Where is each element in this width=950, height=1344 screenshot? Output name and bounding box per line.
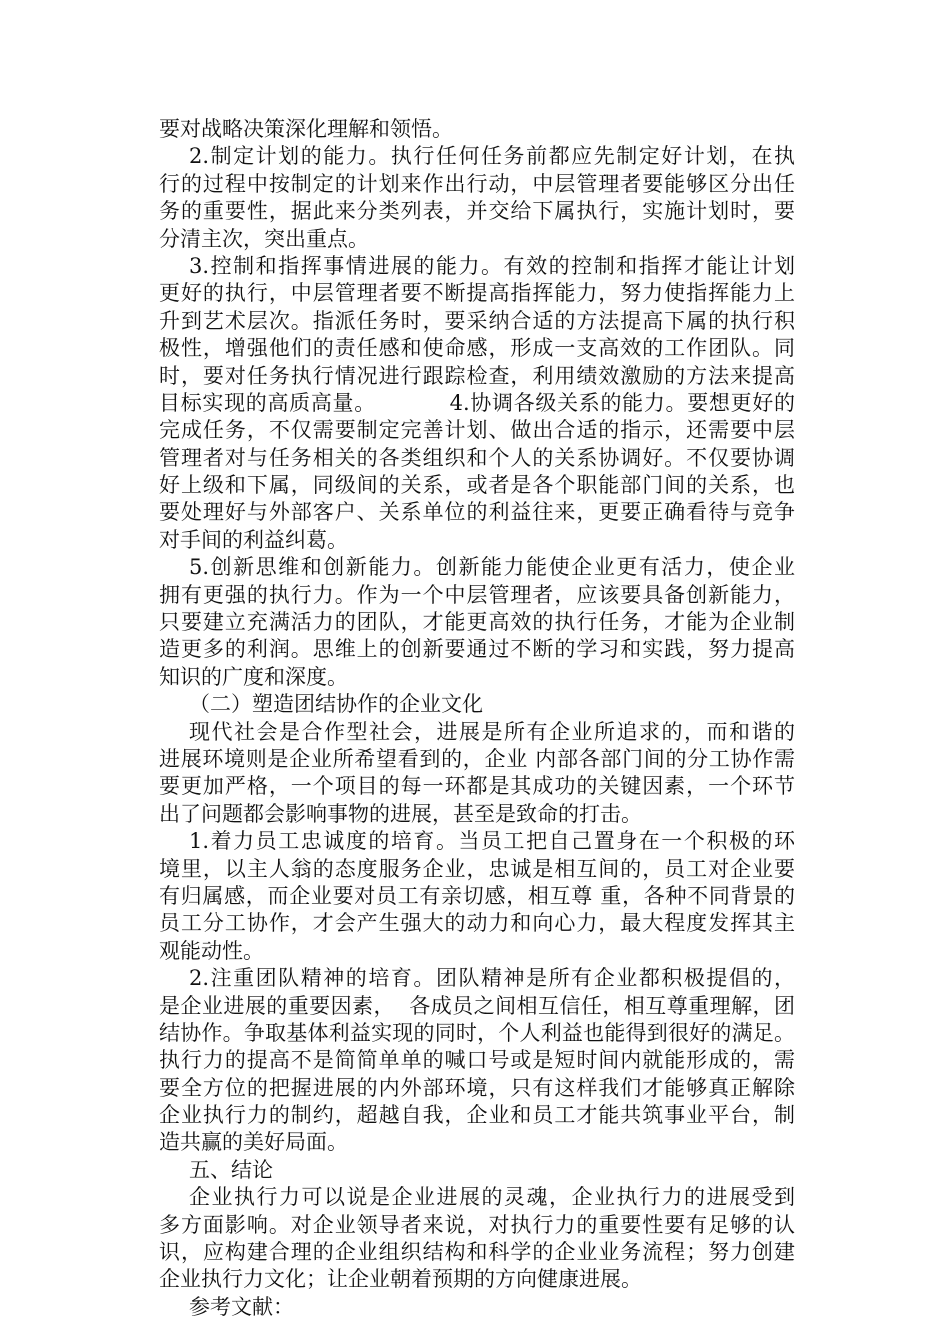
text-line: 时，要对任务执行情况进行跟踪检查，利用绩效激励的方法来提高: [159, 363, 795, 388]
text-line: 拥有更强的执行力。作为一个中层管理者，应该要具备创新能力，: [159, 582, 795, 607]
text-line: 2.制定计划的能力。执行任何任务前都应先制定好计划，在执: [189, 144, 795, 169]
document-body: [159, 116, 795, 1321]
text-line: 五、结论: [189, 1157, 273, 1182]
text-line: 企业执行力文化；让企业朝着预期的方向健康进展。: [159, 1267, 642, 1292]
text-line: 分清主次，突出重点。: [159, 226, 369, 251]
text-line: 行的过程中按制定的计划来作出行动，中层管理者要能够区分出任: [159, 171, 795, 196]
text-line: 现代社会是合作型社会，进展是所有企业所追求的，而和谐的: [189, 719, 795, 744]
text-line: 极性，增强他们的责任感和使命感，形成一支高效的工作团队。同: [159, 336, 795, 361]
text-line: 2.注重团队精神的培育。团队精神是所有企业都积极提倡的，: [189, 966, 795, 991]
text-line: 对手间的利益纠葛。: [159, 527, 348, 552]
text-line: 是企业进展的重要因素， 各成员之间相互信任，相互尊重理解，团: [159, 993, 795, 1018]
text-line: 务的重要性，据此来分类列表，并交给下属执行，实施计划时，要: [159, 199, 795, 224]
text-line: 好上级和下属，同级间的关系，或者是各个职能部门间的关系，也: [159, 473, 795, 498]
text-line: 5.创新思维和创新能力。创新能力能使企业更有活力，使企业: [189, 555, 795, 580]
text-line: 企业执行力的制约，超越自我，企业和员工才能共筑事业平台，制: [159, 1103, 795, 1128]
text-line: 要更加严格，一个项目的每一环都是其成功的关键因素，一个环节: [159, 774, 795, 799]
text-line: （二）塑造团结协作的企业文化: [189, 692, 483, 717]
text-line: 结协作。争取基体利益实现的同时，个人利益也能得到很好的满足。: [159, 1020, 795, 1045]
text-line: 执行力的提高不是简简单单的喊口号或是短时间内就能形成的，需: [159, 1048, 795, 1073]
text-line: 员工分工协作，才会产生强大的动力和向心力，最大程度发挥其主: [159, 911, 795, 936]
text-line: 3.控制和指挥事情进展的能力。有效的控制和指挥才能让计划: [189, 253, 795, 278]
text-line: 目标实现的高质高量。 4.协调各级关系的能力。要想更好的: [159, 390, 795, 415]
text-line: 出了问题都会影响事物的进展，甚至是致命的打击。: [159, 801, 642, 826]
text-line: 进展环境则是企业所希望看到的，企业 内部各部门间的分工协作需: [159, 746, 795, 771]
text-line: 有归属感，而企业要对员工有亲切感，相互尊 重，各种不同背景的: [159, 883, 795, 908]
text-line: 造共赢的美好局面。: [159, 1130, 348, 1155]
text-line: 只要建立充满活力的团队，才能更高效的执行任务，才能为企业制: [159, 610, 795, 635]
text-line: 要处理好与外部客户、关系单位的利益往来，更要正确看待与竞争: [159, 500, 795, 525]
text-line: 管理者对与任务相关的各类组织和个人的关系协调好。不仅要协调: [159, 445, 795, 470]
text-line: 造更多的利润。思维上的创新要通过不断的学习和实践，努力提高: [159, 637, 795, 662]
text-line: 要全方位的把握进展的内外部环境，只有这样我们才能够真正解除: [159, 1075, 795, 1100]
text-line: 完成任务，不仅需要制定完善计划、做出合适的指示，还需要中层: [159, 418, 795, 443]
text-line: 升到艺术层次。指派任务时，要采纳合适的方法提高下属的执行积: [159, 308, 795, 333]
text-line: 多方面影响。对企业领导者来说，对执行力的重要性要有足够的认: [159, 1212, 795, 1237]
text-line: 知识的广度和深度。: [159, 664, 348, 689]
text-line: 更好的执行，中层管理者要不断提高指挥能力，努力使指挥能力上: [159, 281, 795, 306]
text-line: 识，应构建合理的企业组织结构和科学的企业业务流程；努力创建: [159, 1240, 795, 1265]
text-line: 要对战略决策深化理解和领悟。: [159, 117, 453, 141]
text-line: 1.着力员工忠诚度的培育。当员工把自己置身在一个积极的环: [189, 829, 795, 854]
text-line: 企业执行力可以说是企业进展的灵魂，企业执行力的进展受到: [189, 1185, 795, 1210]
text-line: 观能动性。: [159, 938, 264, 963]
text-line: 参考文献：: [189, 1294, 294, 1319]
text-line: 境里，以主人翁的态度服务企业，忠诚是相互间的，员工对企业要: [159, 856, 795, 881]
